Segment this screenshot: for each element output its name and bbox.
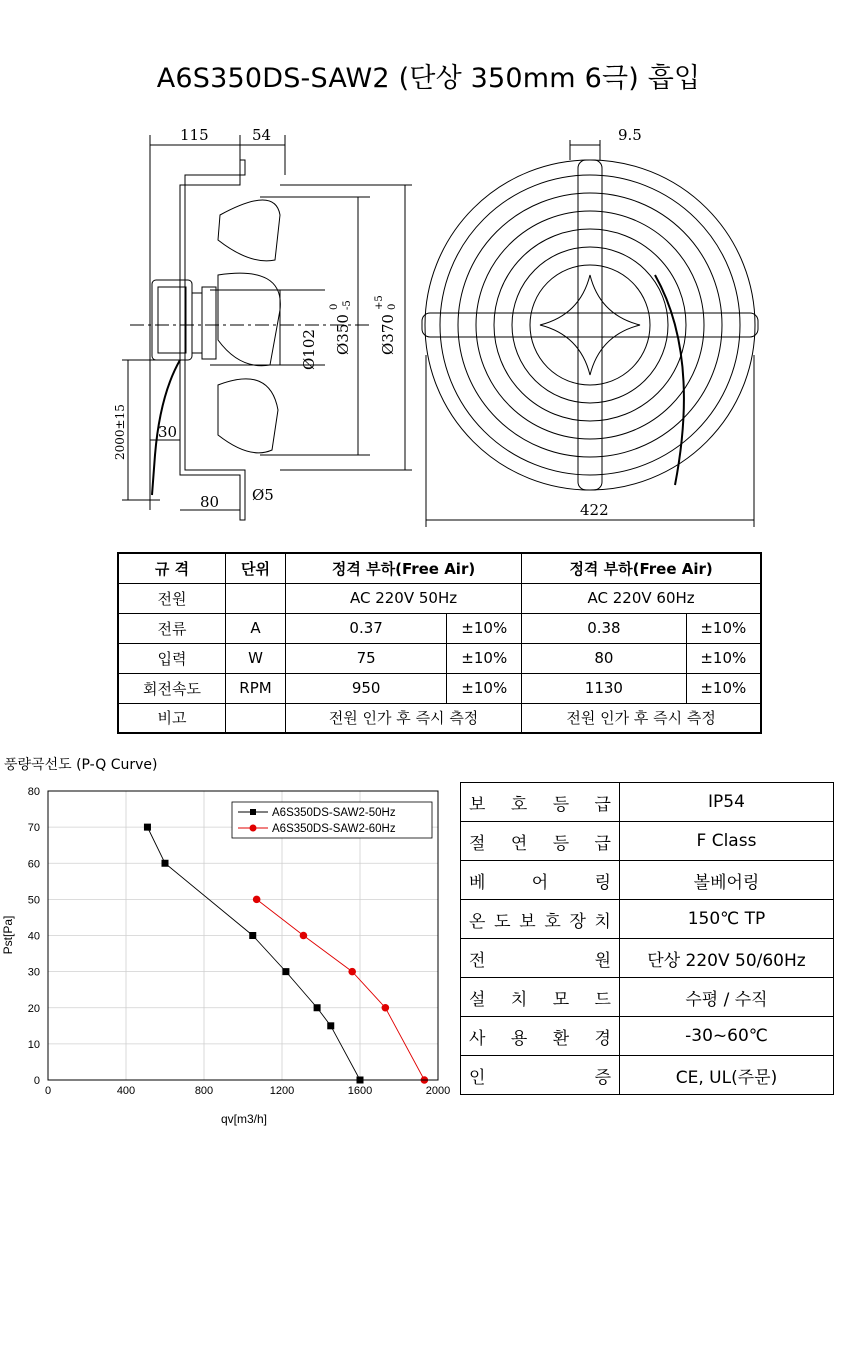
spec-header-60hz: 정격 부하(Free Air) — [522, 553, 761, 583]
spec-row-note — [118, 703, 761, 733]
spec-header-unit: 단위 — [226, 553, 286, 583]
dim-370-tol-up: +5 — [374, 295, 385, 310]
feature-key-char: 급 — [594, 833, 611, 854]
feature-row — [461, 978, 834, 1017]
y-tick-label: 20 — [27, 1002, 40, 1015]
page-title: A6S350DS-SAW2 (단상 350mm 6극) 흡입 — [156, 63, 701, 94]
feature-row — [461, 822, 834, 861]
spec-header-row — [118, 553, 761, 583]
feature-key — [461, 978, 620, 1017]
spec-cell-unit: W — [226, 643, 286, 673]
spec-cell-50hz: 0.37 — [285, 613, 446, 643]
feature-key — [461, 861, 620, 900]
feature-row — [461, 900, 834, 939]
feature-row — [461, 939, 834, 978]
feature-value: -30~60℃ — [620, 1017, 834, 1056]
x-tick-label: 2000 — [425, 1085, 451, 1097]
dim-2000-label: 2000±15 — [113, 404, 127, 460]
chart-legend — [232, 802, 432, 838]
feature-key — [461, 1017, 620, 1056]
spec-row-input — [118, 643, 761, 673]
data-point-60hz — [382, 1004, 390, 1012]
feature-key-char: 인 — [469, 1067, 486, 1088]
feature-key-char: 어 — [531, 872, 549, 893]
feature-key-char: 호 — [544, 911, 561, 932]
spec-cell-60hz: 80 — [522, 643, 686, 673]
feature-key-char: 용 — [510, 1028, 528, 1049]
x-tick-label: 400 — [116, 1085, 136, 1097]
spec-cell-60hz: 1130 — [522, 673, 686, 703]
dim-54-label: 54 — [252, 126, 272, 144]
data-point-50hz — [249, 932, 256, 939]
feature-key-char: 증 — [594, 1067, 611, 1088]
spec-cell-60hz-tol: ±10% — [686, 673, 761, 703]
feature-key-char: 링 — [594, 872, 611, 893]
y-tick-label: 0 — [33, 1075, 40, 1087]
spec-cell-50hz: 950 — [285, 673, 446, 703]
feature-key-char: 모 — [552, 989, 570, 1010]
spec-cell-unit — [226, 583, 286, 613]
feature-row — [461, 1056, 834, 1095]
pq-curve-chart — [0, 780, 460, 1130]
dim-350-label: Ø350 — [334, 314, 352, 355]
data-point-60hz — [300, 932, 308, 940]
feature-key-char: 베 — [469, 872, 486, 893]
curve-title: 풍량곡선도 (P-Q Curve) — [4, 757, 158, 773]
feature-key-char: 사 — [469, 1028, 486, 1049]
spec-cell-label: 전원 — [118, 583, 226, 613]
legend-marker-60hz — [250, 825, 257, 832]
y-tick-label: 10 — [27, 1038, 40, 1051]
feature-key-char: 장 — [569, 911, 586, 932]
feature-value: 150℃ TP — [620, 900, 834, 939]
data-point-50hz — [162, 860, 169, 867]
spec-cell-label: 전류 — [118, 613, 226, 643]
feature-key-char: 경 — [594, 1028, 611, 1049]
feature-key-char: 절 — [469, 833, 486, 854]
dim-115-label: 115 — [180, 126, 209, 144]
dim-9-5-label: 9.5 — [618, 126, 642, 144]
dim-80-label: 80 — [200, 493, 220, 511]
spec-cell-60hz: 전원 인가 후 즉시 측정 — [522, 703, 761, 733]
feature-value: 수평 / 수직 — [620, 978, 834, 1017]
dim-102-label: Ø102 — [300, 329, 318, 370]
spec-cell-60hz: AC 220V 60Hz — [522, 583, 761, 613]
feature-value: 단상 220V 50/60Hz — [620, 939, 834, 978]
spec-header-50hz: 정격 부하(Free Air) — [285, 553, 521, 583]
y-tick-label: 60 — [27, 858, 40, 871]
spec-cell-60hz-tol: ±10% — [686, 643, 761, 673]
spec-row-speed — [118, 673, 761, 703]
spec-cell-label: 입력 — [118, 643, 226, 673]
data-point-50hz — [282, 968, 289, 975]
spec-cell-label: 비고 — [118, 703, 226, 733]
dim-350-tol-dn: -5 — [342, 300, 353, 310]
feature-key-char: 드 — [594, 989, 611, 1010]
feature-value: F Class — [620, 822, 834, 861]
dimension-drawing — [100, 115, 780, 545]
x-tick-label: 1600 — [347, 1085, 373, 1097]
feature-value: CE, UL(주문) — [620, 1056, 834, 1095]
feature-key-char: 등 — [552, 833, 570, 854]
spec-row-power — [118, 583, 761, 613]
spec-cell-label: 회전속도 — [118, 673, 226, 703]
x-tick-label: 0 — [44, 1085, 52, 1097]
spec-cell-60hz-tol: ±10% — [686, 613, 761, 643]
y-tick-label: 30 — [27, 966, 40, 979]
dim-370-label: Ø370 — [379, 314, 397, 355]
x-axis-label: qv[m3/h] — [220, 1112, 268, 1126]
spec-cell-50hz-tol: ±10% — [447, 643, 522, 673]
feature-key-char: 설 — [469, 989, 486, 1010]
data-point-50hz — [314, 1004, 321, 1011]
spec-row-current — [118, 613, 761, 643]
spec-cell-50hz: 75 — [285, 643, 446, 673]
feature-key-char: 온 — [469, 911, 486, 932]
data-point-50hz — [144, 824, 151, 831]
feature-row — [461, 783, 834, 822]
feature-key-char: 전 — [469, 950, 486, 971]
feature-key-char: 보 — [469, 794, 486, 815]
feature-key-char: 등 — [552, 794, 570, 815]
feature-key-char: 치 — [510, 989, 528, 1010]
feature-row — [461, 861, 834, 900]
dim-5-label: Ø5 — [252, 486, 274, 504]
y-tick-label: 80 — [27, 786, 40, 798]
y-axis-label: Pst[Pa] — [1, 915, 15, 955]
dim-370-tol-dn: 0 — [387, 303, 398, 310]
feature-value: 볼베어링 — [620, 861, 834, 900]
spec-cell-50hz-tol: ±10% — [447, 613, 522, 643]
spec-cell-unit — [226, 703, 286, 733]
feature-key-char: 원 — [594, 950, 611, 971]
data-point-60hz — [253, 896, 261, 904]
feature-key-char: 보 — [519, 911, 536, 932]
dim-30-label: 30 — [158, 423, 178, 441]
legend-marker-50hz — [250, 809, 256, 815]
feature-key-char: 도 — [494, 911, 511, 932]
x-tick-label: 1200 — [269, 1085, 295, 1097]
feature-key-char: 연 — [510, 833, 528, 854]
y-tick-label: 40 — [27, 930, 40, 943]
dim-350-tol-up: 0 — [329, 303, 340, 310]
spec-cell-60hz: 0.38 — [522, 613, 686, 643]
feature-row — [461, 1017, 834, 1056]
legend-label-50hz: A6S350DS-SAW2-50Hz — [272, 807, 396, 819]
spec-header-label: 규 격 — [118, 553, 226, 583]
dim-422-label: 422 — [580, 501, 609, 519]
data-point-50hz — [327, 1022, 334, 1029]
spec-cell-unit: A — [226, 613, 286, 643]
feature-key-char: 치 — [594, 911, 611, 932]
spec-cell-50hz: AC 220V 50Hz — [285, 583, 521, 613]
spec-cell-unit: RPM — [226, 673, 286, 703]
feature-key-char: 환 — [552, 1028, 570, 1049]
spec-cell-50hz: 전원 인가 후 즉시 측정 — [285, 703, 521, 733]
y-tick-label: 70 — [27, 822, 40, 835]
legend-label-60hz: A6S350DS-SAW2-60Hz — [272, 823, 396, 835]
feature-table — [460, 782, 834, 1095]
feature-key-char: 급 — [594, 794, 611, 815]
y-tick-label: 50 — [27, 894, 40, 907]
spec-table — [117, 552, 762, 734]
feature-key — [461, 939, 620, 978]
feature-key — [461, 900, 620, 939]
spec-cell-50hz-tol: ±10% — [447, 673, 522, 703]
data-point-60hz — [348, 968, 356, 976]
x-tick-label: 800 — [194, 1085, 214, 1097]
feature-key — [461, 783, 620, 822]
feature-key — [461, 1056, 620, 1095]
feature-value: IP54 — [620, 783, 834, 822]
feature-key — [461, 822, 620, 861]
feature-key-char: 호 — [510, 794, 528, 815]
